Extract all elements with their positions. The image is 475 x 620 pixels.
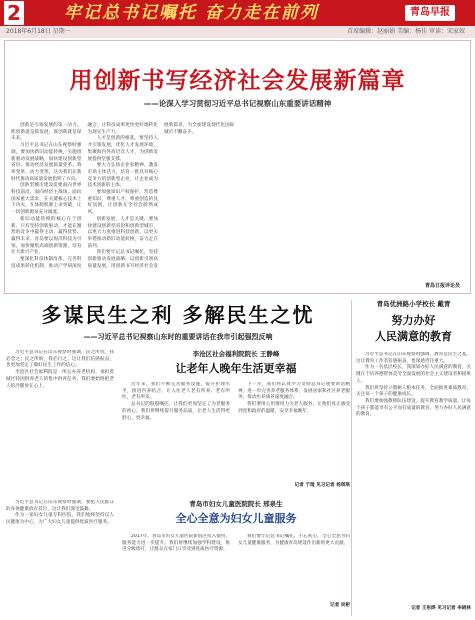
column-divider: [351, 300, 352, 616]
body-paragraph: 下一步，我们将认真学习贯彻总书记重要讲话精神，进一步完善养老服务体系，发展居家和社区养老服务，推动医养康养深度融合。: [238, 382, 350, 401]
body-paragraph: 创新是引领发展的第一动力。抓创新就是抓发展，谋创新就是谋未来。: [11, 123, 82, 142]
page-header: [0, 0, 475, 26]
body-paragraph: 创新型城市建设需要面向世界科技前沿、面向经济主战场、面向国家重大需求，在关键核心技术上下功夫，在体制机制上求突破，让一切创新源泉充分涌流。: [11, 183, 82, 216]
right-column-article: [356, 300, 471, 616]
body-paragraph: 习近平总书记在山东视察时强调，要把人民群众的身体健康放在首位，这让我们深受鼓舞。: [6, 500, 114, 512]
feature-col-2a: [122, 382, 230, 492]
feature-col-1a: [6, 350, 114, 492]
feature-subtitle: ——习近平总书记视察山东时的重要讲话在我市引起强烈反响: [83, 333, 273, 341]
body-paragraph: 新旧动能转换的核心在于创新。只有坚持创新驱动，才能在激烈的竞争中赢得主动、赢得优势、赢得未来。青岛要以海洋科技为引领，加快聚集高端创新资源，培育壮大新兴产业。: [11, 216, 82, 256]
lead-article-subtitle: ——论深入学习贯彻习近平总书记视察山东重要讲话精神: [143, 99, 332, 108]
body-paragraph: 要大力弘扬企业家精神，激发市场主体活力，培育一批具有核心竞争力的创新型企业，让企业成为技术创新的主体。: [87, 163, 158, 189]
body-paragraph: 总书记的殷殷嘱托，让我们更加坚定了为老服务的初心。我们将继续提升服务品质，让老人生活得更舒心、更幸福。: [122, 402, 230, 421]
body-paragraph: 人才是创新的根基。要坚持人才引领发展，优化人才发展环境，集聚海内外高层次人才，为创新发展提供坚强支撑。: [87, 136, 158, 162]
right-headline-2: 人民满意的教育: [375, 330, 452, 343]
body-paragraph: 近年来，我们不断完善服务设施，提升护理水平，推进医养结合，让入住老人老有所养、老有所医、老有所乐。: [122, 382, 230, 401]
body-paragraph: 作为一名基层校长，我深知办好人民满意的教育，关键在于培养德智体美劳全面发展的社会主义建设者和接班人。: [356, 365, 471, 384]
byline-1-wrap: [122, 350, 350, 362]
body-paragraph: 习近平总书记在山东视察时强调，民之所忧，我必念之；民之所盼，我必行之。这让我们倍感振奋，也更加坚定了做好民生工作的信心。: [6, 350, 114, 369]
headline-2-wrap: [122, 512, 350, 530]
lead-article-body: [11, 123, 464, 279]
body-paragraph: 李沧区社会福利院是一所公办养老机构，承担着城区特困供养老人的集中供养任务。我们要始终把老人的冷暖放在心上。: [6, 370, 114, 389]
header-slogan: 牢记总书记嘱托 奋力走在前列: [64, 3, 319, 23]
feature-col-3a: [238, 382, 350, 482]
body-paragraph: 要深化科技体制改革，完善科技成果转化机制，推动产学研深度融合，让科技成果更快更好地转化为现实生产力。: [11, 123, 158, 269]
right-byline-wrap: [356, 300, 471, 312]
body-paragraph: 习近平总书记在山东视察时强调，要加快新旧动能转换，实施创新驱动发展战略，加快建设创新型省份，推动经济发展质量变革、效率变革、动力变革。这为我们在新时代推动高质量发展指明了方向。: [11, 143, 82, 182]
meta-line: [0, 26, 475, 38]
body-paragraph: 我们将坚持立德树人根本任务，全面推进素质教育，关注每一个孩子的健康成长。: [356, 385, 471, 398]
right-sig-wrap: [356, 605, 471, 615]
newspaper-logo: 青岛早报: [405, 5, 455, 21]
byline-1: 李沧区社会福利院院长 王静峰: [192, 350, 280, 358]
sig-2-wrap: [238, 602, 350, 612]
body-paragraph: 我们要用心用情用力为老人服务，让他们真正感受到党和政府的温暖，安享幸福晚年。: [238, 402, 350, 414]
editors-line: 首席编辑：赵丽娟 美编：杨佳 审读：宋家奴: [347, 28, 465, 35]
sig-1-wrap: [238, 482, 350, 492]
right-signature: 记者 王彤烨 见习记者 李晓林: [411, 606, 471, 611]
body-paragraph: 我们要牢记总书记嘱托，不忘初心，全心全意为妇女儿童健康服务，为健康青岛建设作出新的更大贡献。: [238, 534, 350, 546]
issue-date: 2018年6月18日 星期一: [6, 28, 71, 35]
feature-col-1b: [6, 500, 114, 612]
headline-1-wrap: [122, 362, 350, 380]
byline-2-wrap: [122, 500, 350, 512]
right-headline-1: 努力办好: [391, 314, 436, 327]
right-column-body: [356, 352, 471, 604]
feature-body: [6, 350, 350, 614]
right-headline-2-wrap: [356, 330, 471, 346]
body-paragraph: 2017年，青岛市妇女儿童医院新院区投入使用，服务能力进一步提升。我们将继续加强学科建设，推进分级诊疗，让群众在家门口享受到优质医疗资源。: [122, 534, 230, 553]
right-byline: 青岛优洲路小学校长 戴青: [376, 300, 451, 308]
body-paragraph: 创新发展，人才是关键。要加快建设创新型省份和创新型城市，以更大力度推进科技创新，以更实举措推动新旧动能转换，奋力走在前列。: [87, 216, 158, 249]
right-headline-1-wrap: [356, 314, 471, 330]
page-number: 2: [4, 1, 24, 25]
headline-1: 让老年人晚年生活更幸福: [175, 362, 297, 375]
body-paragraph: 作为一家妇女儿童专科医院，我们始终坚持以人民健康为中心，为广大妇女儿童提供优质医疗服务。: [6, 513, 114, 526]
feature-col-3b: [238, 534, 350, 600]
signature-2: 记者 吴彬: [330, 603, 350, 608]
lead-article-title: 用创新书写经济社会发展新篇章: [69, 67, 406, 94]
body-paragraph: 要加强知识产权保护，营造尊重知识、尊重人才、尊重创造的良好氛围，让创新在全社会蔚然成风。: [87, 190, 158, 216]
lead-article-author: 青岛日报评论员: [424, 283, 460, 289]
feature-col-2b: [122, 534, 230, 612]
byline-2: 青岛市妇女儿童医院院长 邢泉生: [189, 500, 283, 508]
headline-2: 全心全意为妇女儿童服务: [175, 512, 297, 525]
signature-1: 记者 于琨 见习记者 杨琪琪: [294, 483, 350, 488]
lead-article: [4, 40, 471, 294]
body-paragraph: 习近平总书记在山东视察时强调，教育是民生之基。这让教育工作者倍感振奋，也深感责任重大。: [356, 352, 471, 364]
body-paragraph: 我们要加强教师队伍建设，提升教育教学质量，让每个孩子都能享有公平而有质量的教育，努力办好人民满意的教育。: [356, 398, 471, 418]
feature-title: 多谋民生之利 多解民生之忧: [41, 303, 315, 327]
body-paragraph: 我们要牢记总书记嘱托，坚持创新驱动发展战略，以创新引领高质量发展，用创新书写经济社会发展新篇章，为全面建设现代化国际城市不懈奋斗。: [87, 123, 235, 269]
